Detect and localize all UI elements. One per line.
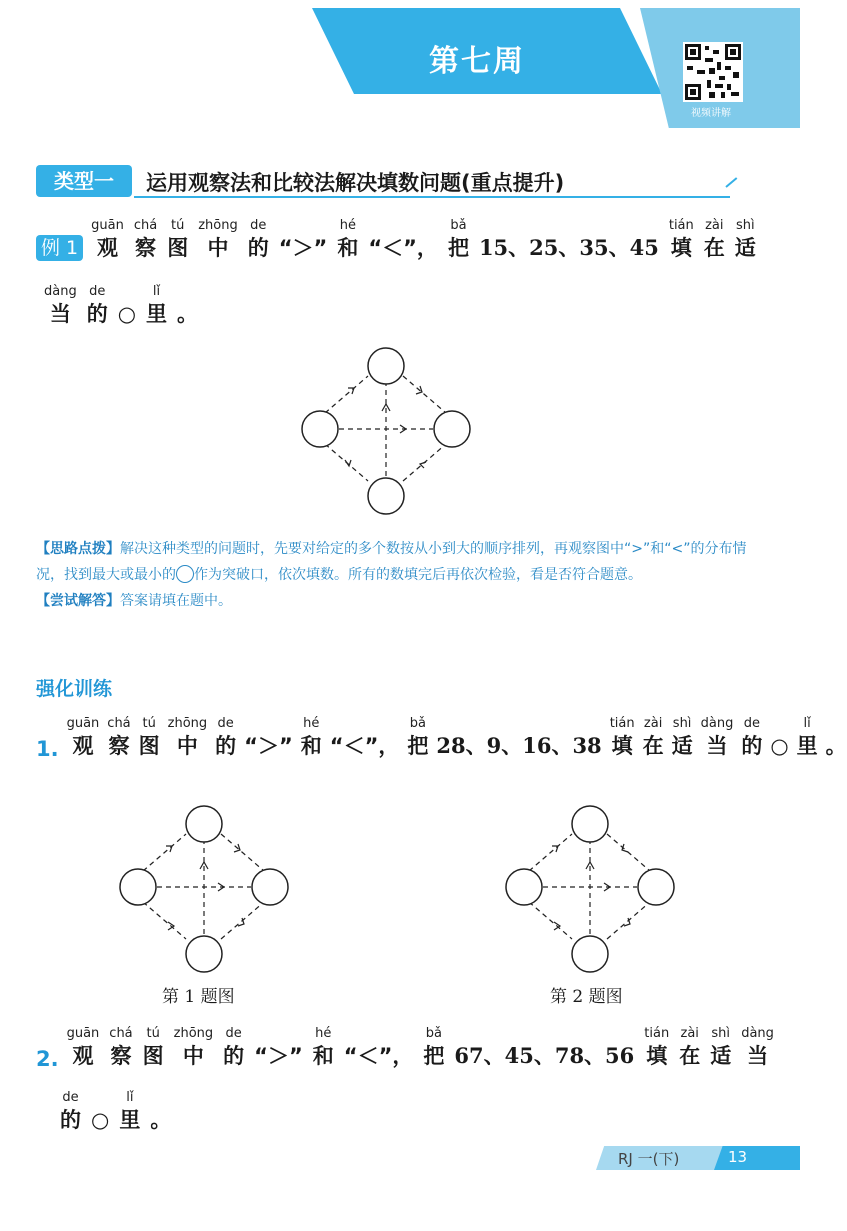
pinyin-segment <box>669 218 694 263</box>
diagram-node-top <box>368 348 404 384</box>
hanzi-text: “＞” <box>254 1044 303 1068</box>
question-1 <box>36 716 847 761</box>
hanzi-text: 察 <box>108 734 130 758</box>
hanzi-text: 。 <box>825 734 847 758</box>
pinyin-text: chá <box>107 716 131 731</box>
pinyin-text: tián <box>609 716 635 731</box>
footer-page-bg <box>714 1146 800 1170</box>
pinyin-segment <box>337 218 358 263</box>
pinyin-text: zài <box>680 1026 699 1041</box>
figure-1-diagram <box>114 796 298 980</box>
pinyin-segment <box>741 716 762 761</box>
pinyin-segment <box>797 716 818 761</box>
hanzi-text: 。 <box>177 302 199 326</box>
hanzi-text: 28、9、16、38 <box>436 733 602 758</box>
hanzi-text: 里 <box>796 734 818 758</box>
pinyin-segment <box>826 716 847 761</box>
hanzi-text: 图 <box>138 734 160 758</box>
example-line-1 <box>36 218 756 263</box>
diagram-node-right <box>434 411 470 447</box>
hanzi-text: 填 <box>670 236 692 260</box>
pinyin-segment <box>109 1026 132 1071</box>
pinyin-segment <box>610 716 635 761</box>
pinyin-text: dàng <box>44 284 77 299</box>
figure-1-caption: 第 1 题图 <box>162 987 235 1007</box>
answer-text: 答案请填在题中。 <box>120 593 232 609</box>
pinyin-segment <box>91 1090 109 1135</box>
hanzi-text: 和 <box>337 236 359 260</box>
section-title: 运用观察法和比较法解决填数问题(重点提升) <box>146 171 565 195</box>
hanzi-text: 和 <box>300 734 322 758</box>
pinyin-segment <box>313 1026 334 1071</box>
pinyin-segment <box>679 1026 700 1071</box>
hanzi-text: 图 <box>142 1044 164 1068</box>
pinyin-segment <box>644 1026 669 1071</box>
pinyin-text: hé <box>303 716 320 731</box>
example-badge: 例 1 <box>36 235 83 261</box>
hanzi-text: 适 <box>671 734 693 758</box>
pinyin-text: zài <box>643 716 663 731</box>
pinyin-text: bǎ <box>425 1026 442 1041</box>
pinyin-segment <box>248 218 269 263</box>
pinyin-text: zài <box>705 218 724 233</box>
pinyin-segment <box>60 1090 81 1135</box>
hanzi-text: “＞” <box>244 734 293 758</box>
pinyin-segment <box>134 218 157 263</box>
hanzi-text: “＜”， <box>343 1044 414 1068</box>
heading-rule <box>134 196 730 198</box>
pinyin-segment <box>448 218 469 263</box>
hanzi-text: 的 <box>215 734 237 758</box>
diagram-node-bottom <box>368 478 404 514</box>
pinyin-text: chá <box>133 218 158 233</box>
pinyin-text: lǐ <box>126 1090 134 1105</box>
pinyin-segment <box>643 716 664 761</box>
answer-tag: 【尝试解答】 <box>36 593 120 609</box>
pinyin-segment <box>704 218 725 263</box>
pinyin-segment <box>119 1090 140 1135</box>
pinyin-segment <box>344 1026 414 1071</box>
hanzi-text: 里 <box>146 302 168 326</box>
week-title: 第七周 <box>429 44 525 79</box>
question-1-number: 1. <box>36 737 59 761</box>
pinyin-segment <box>67 1026 100 1071</box>
hanzi-text: “＜”， <box>329 734 400 758</box>
footer-label: RJ 一(下) <box>618 1150 680 1168</box>
pinyin-text: tú <box>171 218 185 233</box>
hanzi-text: 察 <box>110 1044 132 1068</box>
circle-icon <box>176 565 194 583</box>
pinyin-text: tú <box>142 716 156 731</box>
pinyin-text: lǐ <box>803 716 811 731</box>
hanzi-text: 在 <box>679 1044 701 1068</box>
pinyin-segment <box>672 716 693 761</box>
hanzi-text: 观 <box>96 236 118 260</box>
hanzi-text: 中 <box>207 236 229 260</box>
pinyin-text: de <box>743 716 760 731</box>
hanzi-text: 察 <box>135 236 157 260</box>
hanzi-text: 中 <box>182 1044 204 1068</box>
hanzi-text: 和 <box>312 1044 334 1068</box>
pinyin-text: shì <box>672 716 692 731</box>
hanzi-text: 观 <box>72 734 94 758</box>
hanzi-text: 在 <box>703 236 725 260</box>
hanzi-text: 把 <box>423 1044 445 1068</box>
pinyin-text: guān <box>66 716 100 731</box>
pinyin-segment <box>139 716 160 761</box>
hanzi-text: 15、25、35、45 <box>478 235 659 260</box>
hanzi-text: 中 <box>176 734 198 758</box>
pinyin-segment <box>479 218 659 263</box>
pinyin-segment <box>423 1026 444 1071</box>
pinyin-text: de <box>89 284 106 299</box>
pinyin-text: zhōng <box>198 218 238 233</box>
pinyin-segment <box>168 716 208 761</box>
pinyin-text: bǎ <box>450 218 467 233</box>
figure-2-diagram <box>500 796 684 980</box>
pinyin-text: de <box>217 716 234 731</box>
pinyin-text: zhōng <box>173 1026 214 1041</box>
pinyin-segment <box>244 716 293 761</box>
pinyin-text: dàng <box>700 716 734 731</box>
practice-title: 强化训练 <box>36 678 113 700</box>
hanzi-text: 的 <box>60 1108 81 1132</box>
hanzi-text: 填 <box>611 734 633 758</box>
pinyin-segment <box>177 284 198 329</box>
page-number: 13 <box>728 1148 748 1166</box>
pinyin-segment <box>770 716 788 761</box>
question-2-number: 2. <box>36 1047 59 1071</box>
pinyin-text: tián <box>668 218 694 233</box>
pinyin-segment <box>143 1026 164 1071</box>
pinyin-segment <box>330 716 400 761</box>
hanzi-text: 67、45、78、56 <box>454 1043 635 1068</box>
pinyin-segment <box>436 716 601 761</box>
figure-2-caption: 第 2 题图 <box>550 987 623 1007</box>
hanzi-text: 的 <box>86 302 108 326</box>
pinyin-segment <box>91 218 124 263</box>
qr-caption: 视频讲解 <box>691 108 731 119</box>
hint-text-b: 作为突破口，依次填数。所有的数填完后再依次检验，看是否符合题意。 <box>194 567 642 583</box>
pinyin-text: de <box>62 1090 79 1105</box>
pinyin-segment <box>741 1026 774 1071</box>
blank-circle: ○ <box>770 734 789 758</box>
pinyin-text: hé <box>339 218 356 233</box>
pinyin-text: shì <box>711 1026 731 1041</box>
pinyin-text: chá <box>109 1026 133 1041</box>
pinyin-segment <box>701 716 734 761</box>
heading-rule-tail <box>725 177 737 188</box>
pinyin-text: shì <box>735 218 755 233</box>
pinyin-segment <box>87 284 108 329</box>
pinyin-segment <box>223 1026 244 1071</box>
hanzi-text: 当 <box>49 302 71 326</box>
hanzi-text: “＜”， <box>368 236 438 260</box>
diagram-node-left <box>302 411 338 447</box>
pinyin-text: tú <box>146 1026 160 1041</box>
pinyin-text: de <box>225 1026 242 1041</box>
diagram-edges <box>325 376 446 481</box>
hanzi-text: 。 <box>150 1108 172 1132</box>
hanzi-text: 当 <box>747 1044 769 1068</box>
pinyin-text: dàng <box>741 1026 774 1041</box>
pinyin-text: lǐ <box>152 284 161 299</box>
pinyin-segment <box>118 284 136 329</box>
hanzi-text: 当 <box>706 734 728 758</box>
hanzi-text: 的 <box>223 1044 245 1068</box>
pinyin-text: tián <box>644 1026 670 1041</box>
pinyin-segment <box>167 218 188 263</box>
blank-circle: ○ <box>117 302 137 326</box>
pinyin-segment <box>146 284 167 329</box>
hanzi-text: 把 <box>407 734 429 758</box>
pinyin-text: bǎ <box>409 716 426 731</box>
hanzi-text: 里 <box>119 1108 141 1132</box>
pinyin-text: guān <box>66 1026 100 1041</box>
hanzi-text: 适 <box>734 236 756 260</box>
pinyin-text: hé <box>315 1026 332 1041</box>
question-2-line-2 <box>60 1090 171 1135</box>
pinyin-segment <box>67 716 100 761</box>
qr-code-icon[interactable] <box>683 42 743 102</box>
hint-tag: 【思路点拨】 <box>36 541 120 557</box>
pinyin-segment <box>407 716 428 761</box>
hanzi-text: 把 <box>447 236 469 260</box>
pinyin-segment <box>198 218 238 263</box>
hanzi-text: 适 <box>710 1044 732 1068</box>
pinyin-segment <box>174 1026 214 1071</box>
pinyin-segment <box>150 1090 171 1135</box>
hint-text-a: 解决这种类型的问题时，先要对给定的多个数按从小到大的顺序排列，再观察图中“>”和“<”的分布情况，找到最大或最小的 <box>36 541 747 583</box>
hanzi-text: 的 <box>741 734 763 758</box>
pinyin-segment <box>735 218 756 263</box>
pinyin-segment <box>254 1026 303 1071</box>
hint-block <box>36 536 756 614</box>
type-badge: 类型一 <box>36 165 132 197</box>
pinyin-segment <box>215 716 236 761</box>
hanzi-text: 在 <box>642 734 664 758</box>
pinyin-segment <box>454 1026 634 1071</box>
blank-circle: ○ <box>91 1108 110 1132</box>
hanzi-text: 观 <box>72 1044 94 1068</box>
pinyin-text: de <box>250 218 267 233</box>
question-2-line-1 <box>36 1026 774 1071</box>
pinyin-segment <box>368 218 438 263</box>
pinyin-text: guān <box>91 218 124 233</box>
pinyin-segment <box>301 716 322 761</box>
pinyin-segment <box>44 284 77 329</box>
pinyin-segment <box>107 716 130 761</box>
pinyin-text: zhōng <box>167 716 208 731</box>
pinyin-segment <box>279 218 328 263</box>
pinyin-segment <box>710 1026 731 1071</box>
hanzi-text: “＞” <box>278 236 328 260</box>
example-diagram <box>296 338 480 522</box>
hanzi-text: 的 <box>247 236 269 260</box>
example-line-2 <box>44 284 198 329</box>
hanzi-text: 图 <box>167 236 189 260</box>
hanzi-text: 填 <box>646 1044 668 1068</box>
